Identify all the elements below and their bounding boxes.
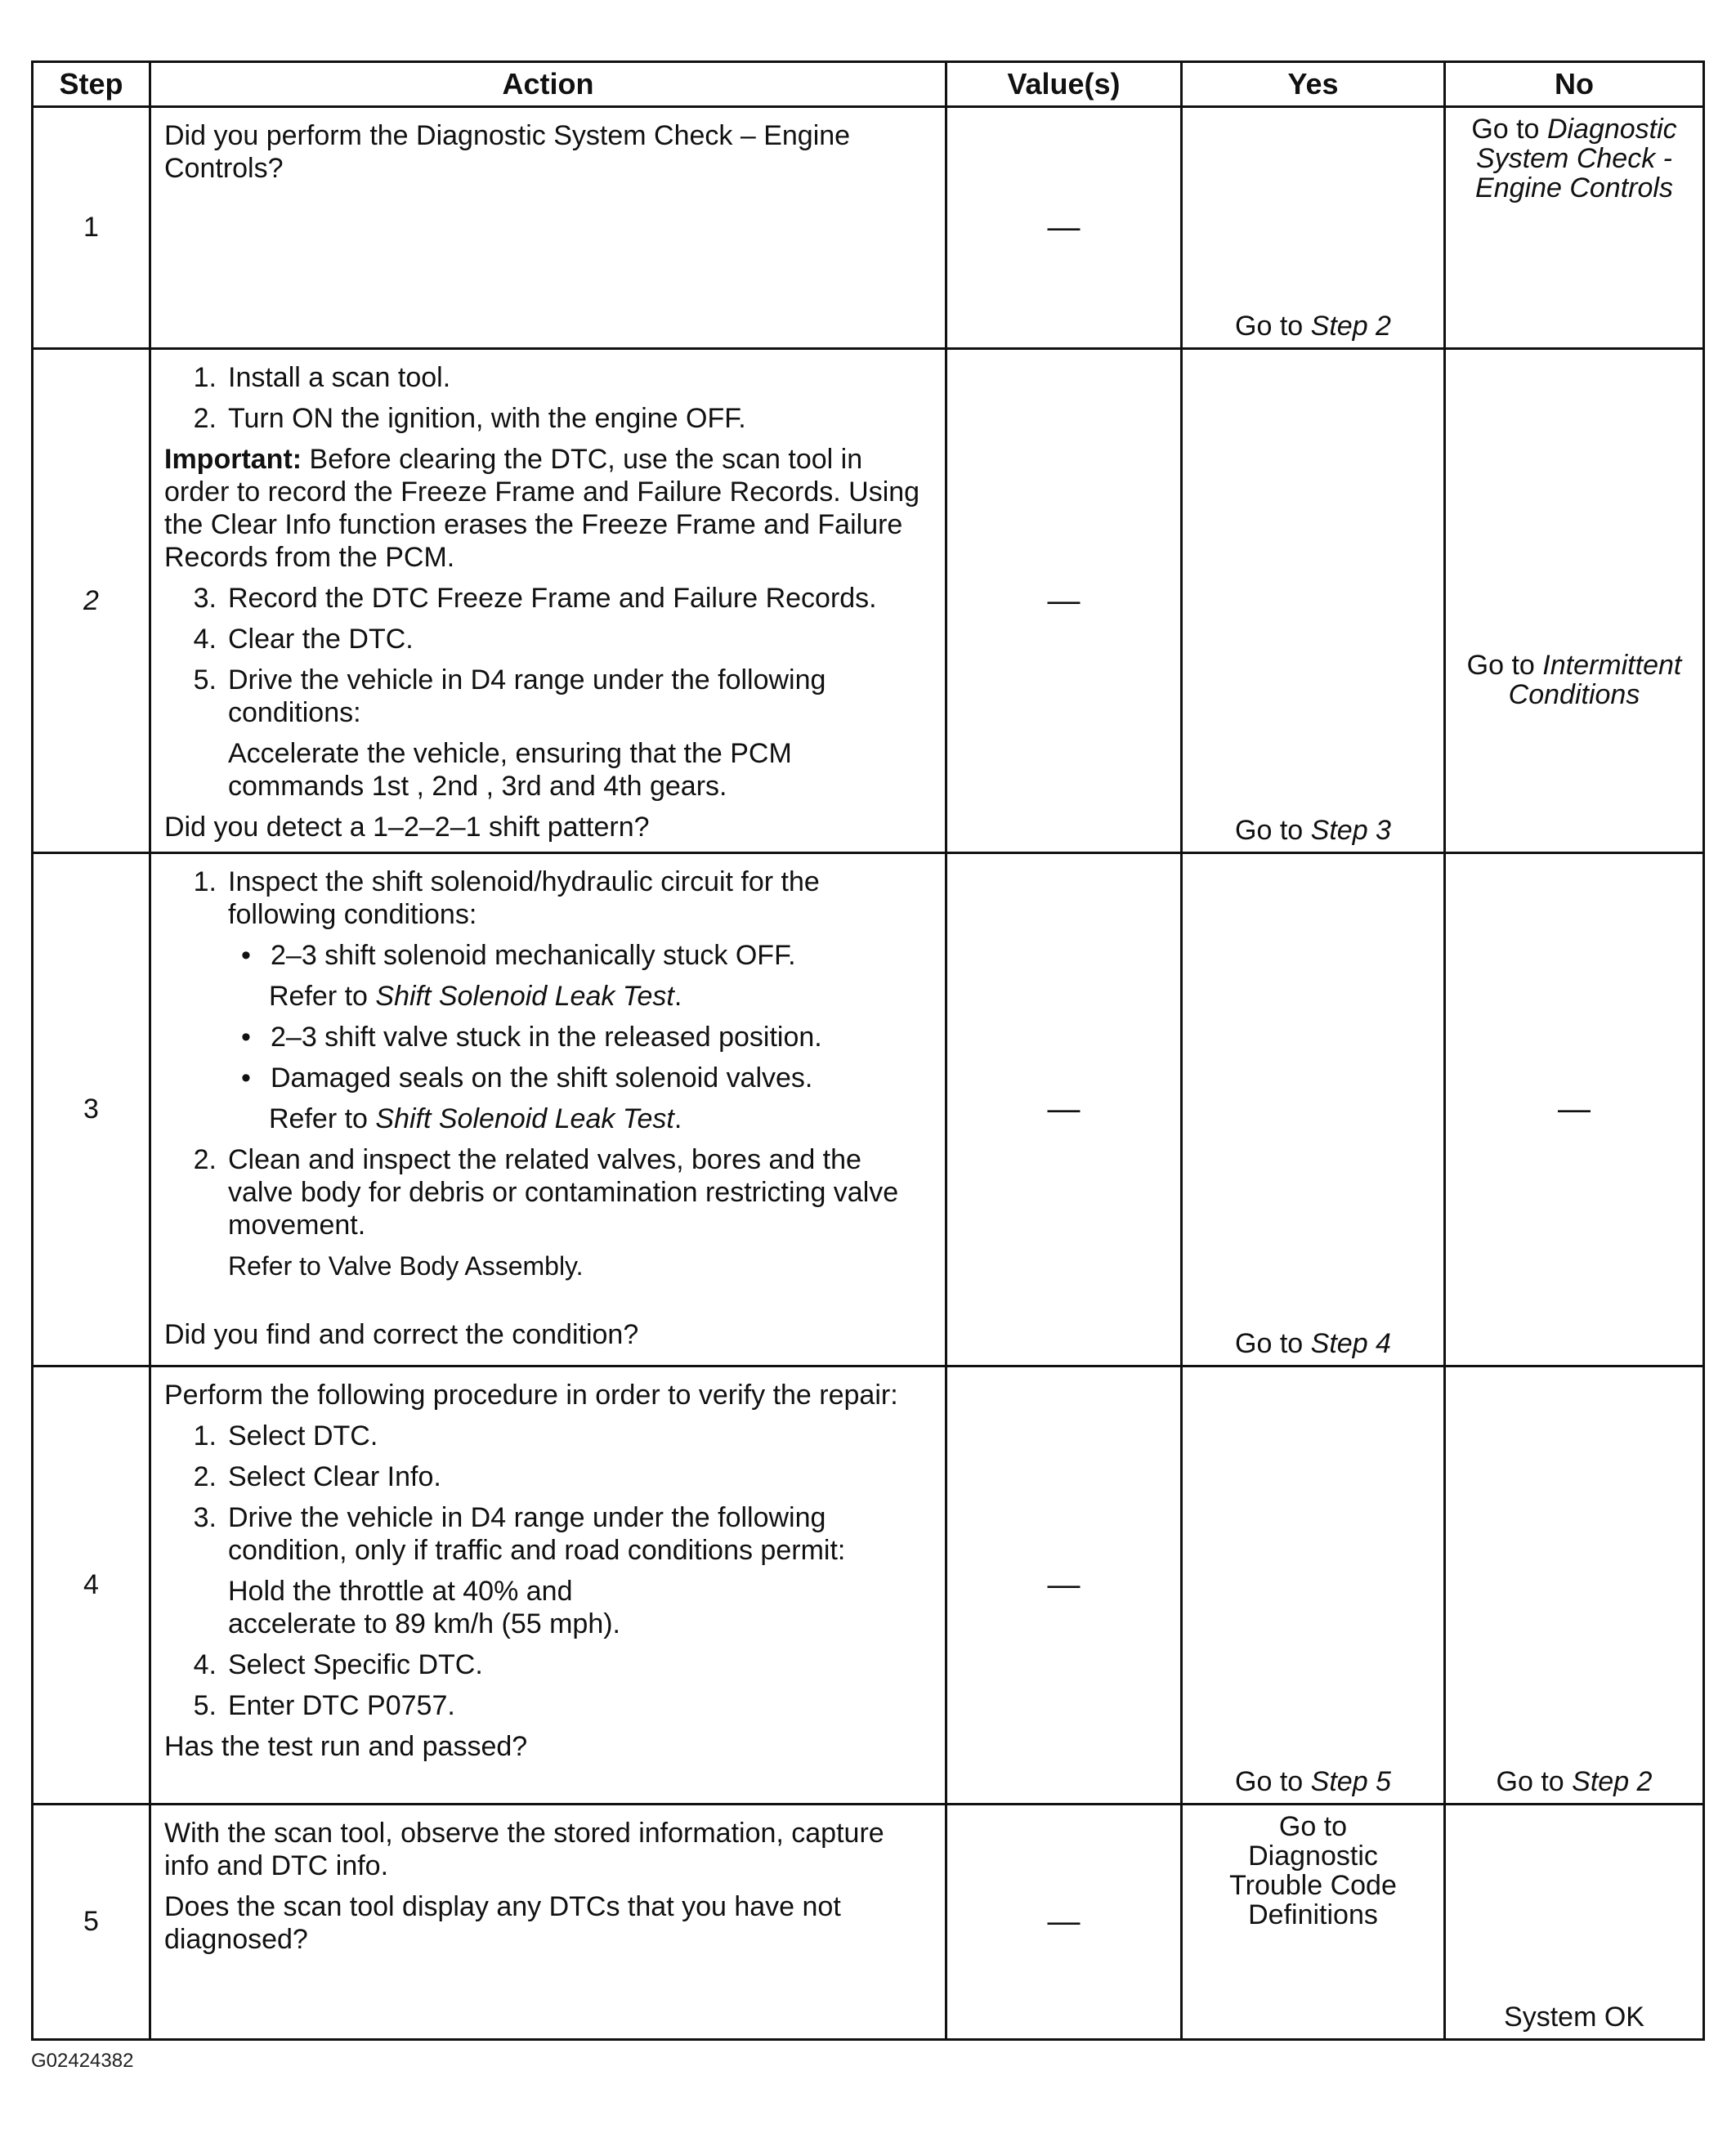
- step-number: 4: [33, 1366, 150, 1805]
- procedure-link[interactable]: Shift Solenoid Leak Test: [375, 1103, 674, 1134]
- list-item: 3. Drive the vehicle in D4 range under the following condition, only if traffic and road conditions permit:: [193, 1502, 846, 1566]
- header-no: No: [1445, 62, 1704, 107]
- no-cell: [1445, 1805, 1704, 2040]
- bullet-item: • 2–3 shift valve stuck in the released position.: [241, 1022, 822, 1053]
- go-to-label: Go to: [1471, 114, 1540, 145]
- list-item: 5. Drive the vehicle in D4 range under the following conditions:: [193, 664, 826, 728]
- no-link[interactable]: [1446, 1767, 1702, 1796]
- no-cell: [1445, 107, 1704, 349]
- value-cell: —: [946, 853, 1182, 1366]
- yes-cell: [1182, 1366, 1445, 1805]
- yes-link[interactable]: [1183, 1767, 1443, 1796]
- action-cell: [150, 1805, 946, 2040]
- question-text: Has the test run and passed?: [164, 1731, 528, 1762]
- action-cell: [150, 107, 946, 349]
- list-item: 4. Clear the DTC.: [193, 624, 414, 655]
- action-cell: [150, 853, 946, 1366]
- instruction-text: With the scan tool, observe the stored information, capture info and DTC info.: [164, 1818, 884, 1881]
- list-item: 1. Select DTC.: [193, 1420, 378, 1451]
- value-cell: —: [946, 107, 1182, 349]
- value-cell: —: [946, 1366, 1182, 1805]
- step-number: 3: [33, 853, 150, 1366]
- list-subitem: Refer to Valve Body Assembly.: [228, 1251, 584, 1281]
- yes-link[interactable]: [1183, 816, 1443, 845]
- action-cell: [150, 349, 946, 853]
- yes-cell: [1182, 107, 1445, 349]
- question-text: Did you detect a 1–2–2–1 shift pattern?: [164, 812, 650, 843]
- question-text: Did you perform the Diagnostic System Check – Engine Controls?: [164, 120, 851, 184]
- refer-note: Refer to Shift Solenoid Leak Test.: [269, 981, 682, 1012]
- table-row: [33, 853, 1704, 1366]
- system-ok-text: System OK: [1504, 2002, 1644, 2033]
- step-number: 1: [33, 107, 150, 349]
- no-cell: —: [1445, 853, 1704, 1366]
- step-number: 5: [33, 1805, 150, 2040]
- list-subitem: Hold the throttle at 40% and accelerate to 89 km/h (55 mph).: [228, 1576, 621, 1639]
- list-subitem: Accelerate the vehicle, ensuring that the PCM commands 1st , 2nd , 3rd and 4th gears.: [228, 738, 792, 802]
- figure-id: G02424382: [31, 2050, 134, 2072]
- value-cell: —: [946, 349, 1182, 853]
- go-to-label: Go to: [1235, 311, 1304, 342]
- header-step: Step: [33, 62, 150, 107]
- list-item: 2. Turn ON the ignition, with the engine OFF.: [193, 403, 746, 434]
- header-action: Action: [150, 62, 946, 107]
- table-row: [33, 1805, 1704, 2040]
- header-row: [33, 62, 1704, 107]
- list-item: 2. Select Clear Info.: [193, 1461, 441, 1492]
- yes-link[interactable]: Go to Diagnostic Trouble Code Definitions: [1229, 1811, 1397, 1930]
- yes-cell: [1182, 1805, 1445, 2040]
- list-item: 2. Clean and inspect the related valves, bores and the valve body for debris or contamination restricting valve movement.: [193, 1144, 899, 1241]
- yes-link[interactable]: [1183, 1329, 1443, 1358]
- diagnostic-table: [31, 60, 1705, 2041]
- no-cell: [1445, 1366, 1704, 1805]
- step-link: Step 3: [1310, 815, 1391, 846]
- no-cell: [1445, 349, 1704, 853]
- list-item: 4. Select Specific DTC.: [193, 1649, 483, 1680]
- yes-link[interactable]: [1183, 311, 1443, 341]
- bullet-item: • 2–3 shift solenoid mechanically stuck OFF.: [241, 940, 796, 971]
- yes-cell: [1182, 853, 1445, 1366]
- question-text: Did you find and correct the condition?: [164, 1319, 639, 1350]
- go-to-label: Go to: [1235, 1328, 1304, 1359]
- value-cell: —: [946, 1805, 1182, 2040]
- action-cell: [150, 1366, 946, 1805]
- no-link[interactable]: [1446, 108, 1702, 203]
- important-note: Important: Before clearing the DTC, use the scan tool in order to record the Freeze Frame and Failure Records. Using the Clear Info function erases the Freeze Frame and Failure Records from the PCM.: [164, 444, 920, 573]
- yes-cell: [1182, 349, 1445, 853]
- header-values: Value(s): [946, 62, 1182, 107]
- bullet-item: • Damaged seals on the shift solenoid valves.: [241, 1062, 813, 1094]
- no-link[interactable]: [1446, 651, 1702, 709]
- step-number: 2: [33, 349, 150, 853]
- go-to-label: Go to: [1235, 1766, 1304, 1797]
- step-link: Step 5: [1310, 1766, 1391, 1797]
- question-text: Does the scan tool display any DTCs that you have not diagnosed?: [164, 1891, 841, 1955]
- list-item: 1. Install a scan tool.: [193, 362, 451, 393]
- step-link: Step 2: [1572, 1766, 1653, 1797]
- procedure-link[interactable]: Shift Solenoid Leak Test: [375, 981, 674, 1012]
- table-row: [33, 107, 1704, 349]
- list-item: 3. Record the DTC Freeze Frame and Failure Records.: [193, 583, 877, 614]
- refer-note: Refer to Shift Solenoid Leak Test.: [269, 1103, 682, 1134]
- table-row: [33, 349, 1704, 853]
- procedure-link: Intermittent Conditions: [1508, 650, 1682, 710]
- go-to-label: Go to: [1235, 815, 1304, 846]
- procedure-link: Diagnostic System Check - Engine Controls: [1475, 114, 1677, 204]
- list-item: 1. Inspect the shift solenoid/hydraulic circuit for the following conditions:: [193, 866, 820, 930]
- step-link: Step 4: [1310, 1328, 1391, 1359]
- table-row: [33, 1366, 1704, 1805]
- step-link: Step 2: [1310, 311, 1391, 342]
- intro-text: Perform the following procedure in order to verify the repair:: [164, 1380, 898, 1411]
- list-item: 5. Enter DTC P0757.: [193, 1690, 455, 1721]
- go-to-label: Go to: [1496, 1766, 1564, 1797]
- header-yes: Yes: [1182, 62, 1445, 107]
- go-to-label: Go to: [1466, 650, 1535, 681]
